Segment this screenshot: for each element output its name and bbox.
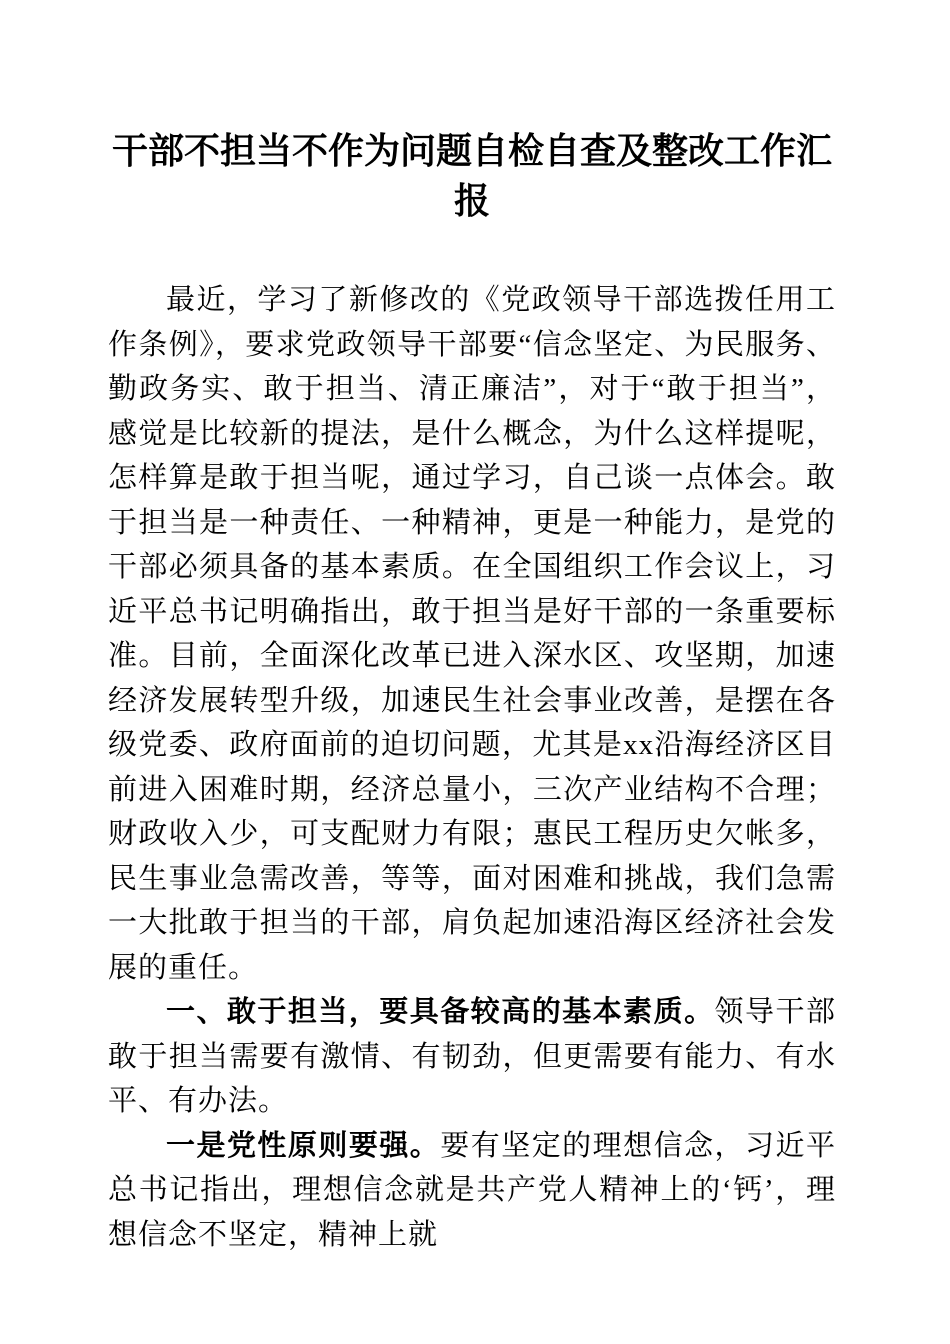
document-body bbox=[108, 278, 836, 1257]
paragraph-point-1-heading: 一是党性原则要强。 bbox=[166, 1129, 441, 1162]
paragraph-section-1-heading: 一、敢于担当，要具备较高的基本素质。 bbox=[166, 996, 715, 1028]
paragraph-section-1 bbox=[108, 990, 836, 1124]
paragraph-intro bbox=[108, 278, 836, 990]
paragraph-point-1-text: 要有坚定的理想信念，习近平总书记指出，理想信念就是共产党人精神上的‘钙’，理想信念不坚定，精神上就 bbox=[108, 1129, 836, 1251]
document-title: 干部不担当不作为问题自检自查及整改工作汇报 bbox=[111, 131, 832, 221]
paragraph-point-1 bbox=[108, 1124, 836, 1258]
paragraph-intro-text: 最近，学习了新修改的《党政领导干部选拨任用工作条例》，要求党政领导干部要“信念坚定、为民服务、勤政务实、敢于担当、清正廉洁”，对于“敢于担当”，感觉是比较新的提法，是什么概念，为什么这样提呢，怎样算是敢于担当呢，通过学习，自己谈一点体会。敢于担当是一种责任、一种精神，更是一种能力，是党的干部必须具备的基本素质。在全国组织工作会议上，习近平总书记明确指出，敢于担当是好干部的一条重要标准。目前，全面深化改革已进入深水区、攻坚期，加速经济发展转型升级，加速民生社会事业改善，是摆在各级党委、政府面前的迫切问题，尤其是xx沿海经济区目前进入困难时期，经济总量小，三次产业结构不合理；财政收入少，可支配财力有限；惠民工程历史欠帐多，民生事业急需改善，等等，面对困难和挑战，我们急需一大批敢于担当的干部，肩负起加速沿海区经济社会发展的重任。 bbox=[108, 284, 836, 984]
paragraph-section-1-text: 领导干部敢于担当需要有激情、有韧劲，但更需要有能力、有水平、有办法。 bbox=[108, 996, 836, 1117]
